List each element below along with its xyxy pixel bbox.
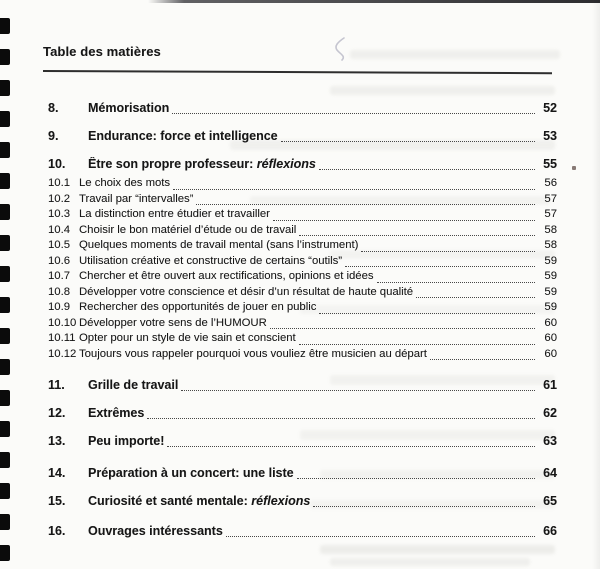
dot-leader: [377, 278, 535, 283]
binding-tab: [0, 111, 10, 127]
entry-number: 10.8: [48, 285, 70, 298]
entry-title-italic: réflexions: [251, 494, 311, 508]
entry-title: [88, 434, 164, 449]
toc-entry: [43, 192, 557, 208]
dot-leader: [167, 442, 535, 447]
entry-title-text: Extrêmes: [88, 406, 145, 420]
entry-number: 9.: [48, 129, 59, 143]
binding-tab: [0, 204, 10, 220]
toc-entry: [43, 269, 557, 285]
entry-page-number: 59: [544, 285, 557, 298]
entry-number: 12.: [48, 406, 66, 420]
dot-leader: [416, 293, 535, 298]
entry-page-number: 57: [544, 192, 557, 205]
header-rule: [43, 70, 552, 74]
toc-entry: [43, 176, 557, 192]
binding-tab: [0, 359, 10, 375]
ink-speck: [572, 166, 576, 170]
dot-leader: [181, 386, 535, 391]
entry-title: [79, 254, 342, 270]
dot-leader: [172, 109, 535, 114]
toc-entry: [43, 434, 557, 449]
entry-page-number: 65: [543, 494, 557, 508]
dot-leader: [319, 165, 535, 170]
entry-number: 10.9: [48, 301, 70, 313]
entry-title: [88, 406, 144, 421]
entry-title-text: Le choix des mots: [79, 177, 171, 189]
entry-title: [88, 494, 310, 509]
entry-number: 15.: [48, 494, 66, 508]
entry-page-number: 63: [543, 434, 557, 448]
dot-leader: [270, 324, 535, 329]
entry-title: [79, 269, 374, 285]
entry-title-text: Ouvrages intéressants: [88, 524, 223, 538]
binding-tab: [0, 80, 10, 96]
entry-title: [88, 157, 316, 172]
dot-leader: [299, 231, 535, 236]
entry-title-text: Toujours vous rappeler pourquoi vous vouliez être musicien au départ: [79, 347, 427, 360]
entry-title-text: Être son propre professeur:: [88, 157, 257, 171]
entry-title: [79, 316, 267, 332]
binding-tab: [0, 452, 10, 468]
entry-title-text: Développer votre conscience et désir d’un résultat de haute qualité: [79, 285, 414, 298]
binding-tab: [0, 328, 10, 344]
binding-tab: [0, 421, 10, 437]
entry-page-number: 61: [543, 378, 557, 392]
toc-entries: [43, 101, 557, 539]
toc-entry: [43, 466, 557, 481]
dot-leader: [361, 247, 535, 252]
toc-entry: [43, 378, 557, 393]
entry-title-text: Mémorisation: [88, 101, 170, 115]
entry-title-text: Travail par “intervalles”: [79, 192, 194, 205]
binding-tab: [0, 266, 10, 282]
entry-page-number: 64: [543, 466, 557, 480]
entry-title: [79, 347, 427, 363]
entry-page-number: 55: [543, 157, 557, 171]
spiral-binding: [0, 0, 14, 569]
entry-title: [79, 223, 296, 239]
entry-title-italic: réflexions: [256, 157, 316, 171]
entry-number: 16.: [48, 524, 66, 538]
entry-title-text: Quelques moments de travail mental (sans l’instrument): [79, 239, 359, 251]
entry-title-text: Chercher et être ouvert aux rectifications, opinions et idées: [79, 270, 374, 282]
dot-leader: [299, 340, 535, 345]
entry-page-number: 58: [544, 239, 557, 251]
binding-tab: [0, 142, 10, 158]
toc-entry: [43, 494, 557, 509]
toc-entry: [43, 157, 557, 172]
dot-leader: [281, 137, 535, 142]
toc-entry: [43, 300, 557, 316]
showthrough-smudge: [320, 545, 555, 554]
entry-title-text: Peu importe!: [88, 434, 165, 448]
binding-tab: [0, 18, 10, 34]
entry-title: [79, 285, 413, 301]
dot-leader: [196, 200, 535, 205]
entry-title: [79, 300, 316, 316]
binding-tab: [0, 235, 10, 251]
entry-page-number: 66: [543, 524, 557, 538]
entry-title: [88, 524, 223, 539]
toc-entry: [43, 331, 557, 347]
dot-leader: [297, 474, 535, 479]
entry-title-text: Curiosité et santé mentale:: [88, 494, 252, 508]
entry-number: 11.: [48, 378, 65, 392]
entry-title: [88, 466, 294, 481]
entry-number: 10.6: [48, 254, 70, 267]
entry-page-number: 52: [543, 101, 557, 115]
entry-number: 10.4: [48, 223, 70, 236]
toc-entry: [43, 101, 557, 116]
entry-title: [79, 331, 296, 347]
entry-title-text: Développer votre sens de l’HUMOUR: [79, 316, 267, 329]
entry-number: 10.3: [48, 208, 70, 220]
entry-title-text: Endurance: force et intelligence: [88, 129, 278, 143]
entry-number: 13.: [48, 434, 66, 448]
toc-entry: [43, 254, 557, 270]
entry-number: 10.12: [48, 347, 77, 360]
entry-title: [88, 378, 178, 393]
entry-title: [79, 192, 193, 208]
entry-page-number: 56: [544, 177, 557, 189]
binding-tab: [0, 545, 10, 561]
toc-entry: [43, 238, 557, 254]
entry-number: 8.: [48, 101, 59, 115]
dot-leader: [173, 185, 535, 190]
entry-title-text: La distinction entre étudier et travailler: [79, 208, 270, 220]
entry-title: [79, 207, 270, 223]
entry-title-text: Grille de travail: [88, 378, 179, 392]
dot-leader: [345, 262, 535, 267]
entry-page-number: 59: [544, 270, 557, 282]
toc-entry: [43, 223, 557, 239]
entry-page-number: 60: [544, 316, 557, 329]
binding-tab: [0, 297, 10, 313]
entry-number: 14.: [48, 466, 66, 480]
entry-page-number: 60: [544, 332, 557, 344]
entry-page-number: 62: [543, 406, 557, 420]
entry-page-number: 58: [544, 223, 557, 236]
toc-entry: [43, 207, 557, 223]
entry-title-text: Rechercher des opportunités de jouer en public: [79, 301, 317, 313]
binding-tab: [0, 173, 10, 189]
toc-entry: [43, 129, 557, 144]
toc-entry: [43, 406, 557, 421]
entry-number: 10.1: [48, 177, 70, 189]
entry-page-number: 59: [544, 254, 557, 267]
entry-number: 10.7: [48, 270, 70, 282]
binding-tab: [0, 483, 10, 499]
entry-number: 10.10: [48, 316, 77, 329]
entry-page-number: 60: [544, 347, 557, 360]
showthrough-smudge: [330, 558, 530, 566]
entry-title-text: Préparation à un concert: une liste: [88, 466, 294, 480]
entry-title-text: Choisir le bon matériel d’étude ou de travail: [79, 223, 297, 236]
binding-tab: [0, 514, 10, 530]
toc-entry: [43, 524, 557, 539]
entry-page-number: 57: [544, 208, 557, 220]
binding-tab: [0, 49, 10, 65]
entry-number: 10.2: [48, 192, 70, 205]
scan-right-edge-shade: [592, 0, 600, 569]
entry-title: [88, 101, 169, 116]
entry-number: 10.: [48, 157, 66, 171]
entry-number: 10.11: [48, 332, 76, 344]
entry-title: [79, 176, 170, 192]
entry-title: [79, 238, 358, 254]
dot-leader: [273, 216, 535, 221]
entry-page-number: 59: [544, 301, 557, 313]
dot-leader: [313, 502, 535, 507]
dot-leader: [147, 414, 535, 419]
toc-entry: [43, 347, 557, 363]
page-content: [43, 44, 557, 539]
page-title: Table des matières: [43, 44, 161, 59]
dot-leader: [430, 355, 535, 360]
entry-title: [88, 129, 278, 144]
scan-top-edge-line: [148, 0, 600, 3]
entry-number: 10.5: [48, 239, 70, 251]
entry-page-number: 53: [543, 129, 557, 143]
dot-leader: [226, 532, 535, 537]
toc-entry: [43, 285, 557, 301]
dot-leader: [319, 309, 535, 314]
toc-entry: [43, 316, 557, 332]
entry-title-text: Utilisation créative et constructive de certains “outils”: [79, 254, 343, 267]
binding-tab: [0, 390, 10, 406]
entry-title-text: Opter pour un style de vie sain et conscient: [79, 332, 296, 344]
